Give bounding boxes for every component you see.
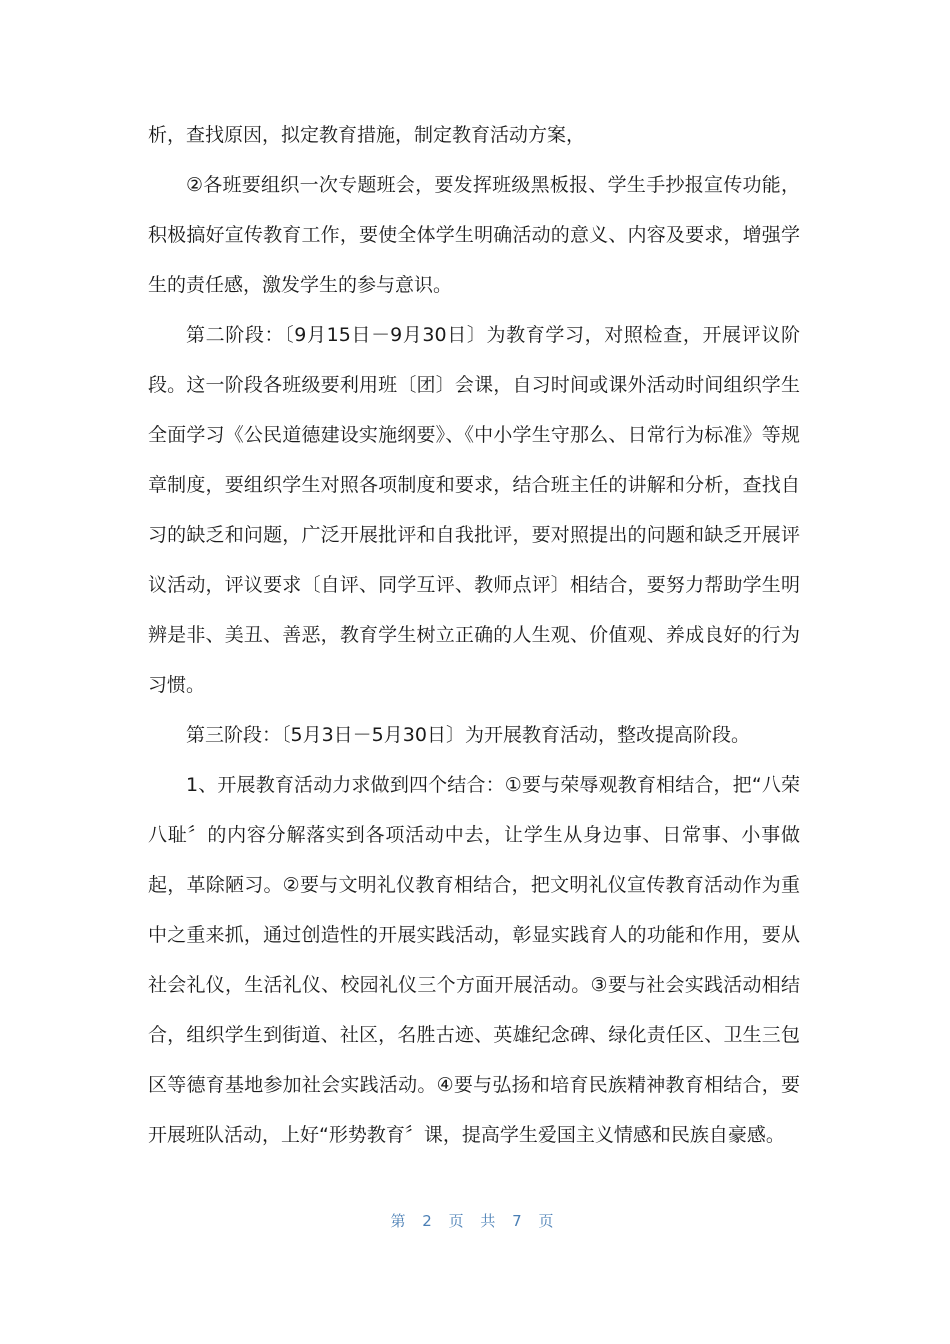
paragraph-2: ②各班要组织一次专题班会，要发挥班级黑板报、学生手抄报宣传功能，积极搞好宣传教育工作，要使全体学生明确活动的意义、内容及要求，增强学生的责任感，激发学生的参与意识。 xyxy=(148,174,800,296)
paragraph-3: 第二阶段：〔9月15日－9月30日〕为教育学习，对照检查，开展评议阶段。这一阶段各班级要利用班〔团〕会课，自习时间或课外活动时间组织学生全面学习《公民道德建设实施纲要》、《中小学生守那么、日常行为标准》等规章制度，要组织学生对照各项制度和要求，结合班主任的讲解和分析，查找自习的缺乏和问题，广泛开展批评和自我批评，要对照提出的问题和缺乏开展评议活动，评议要求〔自评、同学互评、教师点评〕相结合，要努力帮助学生明辨是非、美丑、善恶，教育学生树立正确的人生观、价值观、养成良好的行为习惯。 xyxy=(148,324,800,696)
paragraph-1: 析，查找原因，拟定教育措施，制定教育活动方案， xyxy=(148,124,586,146)
document-body xyxy=(148,110,800,1160)
page-number-footer: 第 2 页 共 7 页 xyxy=(390,1212,560,1230)
paragraph-4: 第三阶段：〔5月3日－5月30日〕为开展教育活动，整改提高阶段。 xyxy=(186,724,750,746)
paragraph-5: 1、开展教育活动力求做到四个结合：①要与荣辱观教育相结合，把“八荣八耻〞的内容分解落实到各项活动中去，让学生从身边事、日常事、小事做起，革除陋习。②要与文明礼仪教育相结合，把文明礼仪宣传教育活动作为重中之重来抓，通过创造性的开展实践活动，彰显实践育人的功能和作用，要从社会礼仪，生活礼仪、校园礼仪三个方面开展活动。③要与社会实践活动相结合，组织学生到街道、社区，名胜古迹、英雄纪念碑、绿化责任区、卫生三包区等德育基地参加社会实践活动。④要与弘扬和培育民族精神教育相结合，要开展班队活动，上好“形势教育〞课，提高学生爱国主义情感和民族自豪感。 xyxy=(148,774,800,1146)
